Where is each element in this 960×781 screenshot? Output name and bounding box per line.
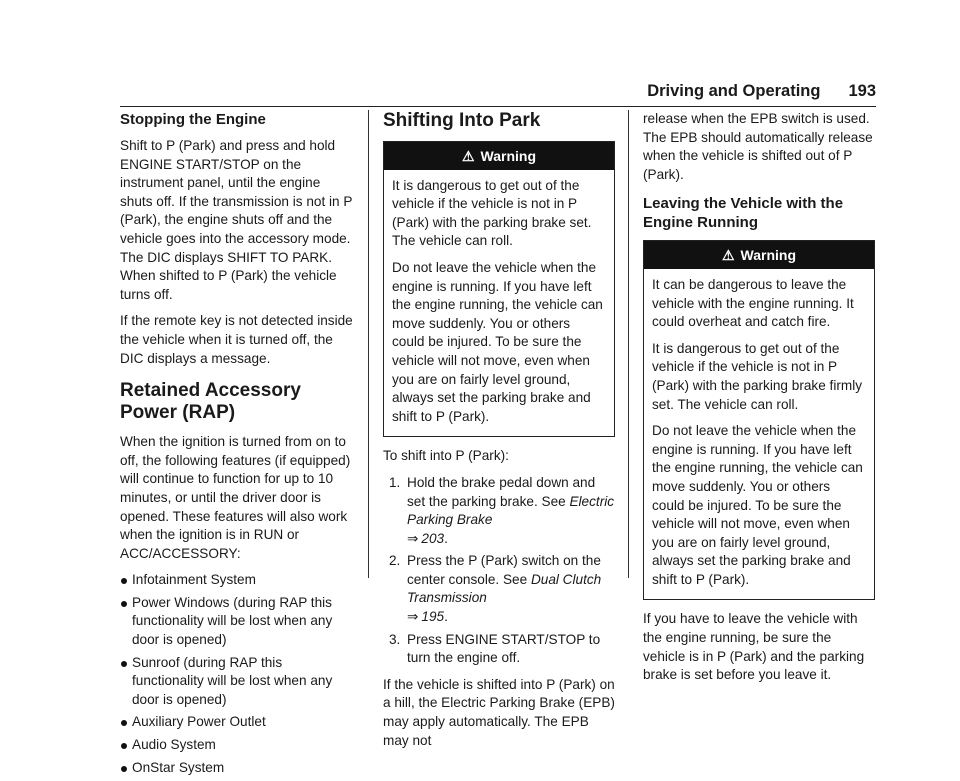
step-end: .: [444, 609, 448, 625]
warning-text: Do not leave the vehicle when the engine is running. If you have left the engine running, the vehicle can move suddenly. You or others could be injured. To be sure the vehicle will not move, even when you are on fairly level ground, always set the parking brake and shift to P (Park).: [392, 259, 603, 424]
heading-leaving-vehicle: Leaving the Vehicle with the Engine Running: [643, 195, 844, 232]
warning-triangle-icon: ⚠: [461, 148, 475, 164]
list-item: [383, 631, 615, 668]
step-number: 2.: [389, 553, 401, 569]
warning-header: [644, 241, 874, 269]
heading-stopping-engine: Stopping the Engine: [120, 111, 266, 128]
paragraph: To shift into P (Park):: [383, 448, 509, 464]
paragraph: If you have to leave the vehicle with the engine running, be sure the vehicle is in P (Park) and the parking brake is set before you leave it.: [643, 611, 865, 683]
heading-shifting-into-park: Shifting Into Park: [383, 110, 541, 131]
step-text: Hold the brake pedal down and set the parking brake. See: [407, 474, 596, 509]
step-text: Press the P (Park) switch on the center console. See: [407, 553, 601, 587]
paragraph: When the ignition is turned from on to off, the following features (if equipped) will continue to function for up to 10 minutes, or until the driver door is opened. These features will also work when the ignition is in RUN or ACC/ACCESSORY:: [120, 434, 351, 561]
page-number: 193: [848, 82, 876, 100]
paragraph: If the vehicle is shifted into P (Park) on a hill, the Electric Parking Brake (EPB) may apply automatically. The EPB may not: [383, 676, 615, 748]
warning-title: Warning: [740, 247, 797, 264]
page-ref-icon: ⇒: [407, 609, 419, 625]
warning-title: Warning: [480, 148, 537, 164]
step-number: 1.: [389, 474, 401, 490]
warning-text: It is dangerous to get out of the vehicle if the vehicle is not in P (Park) with the parking brake set. The vehicle can roll.: [392, 177, 592, 249]
warning-triangle-icon: ⚠: [721, 247, 735, 264]
list-item: [383, 474, 615, 548]
paragraph: If the remote key is not detected inside the vehicle when it is turned off, the DIC displays a message.: [120, 313, 353, 366]
list-item: Power Windows (during RAP this functionality will be lost when any door is opened): [120, 594, 356, 650]
page-ref-icon: ⇒: [407, 530, 419, 546]
list-item: Infotainment System: [120, 571, 356, 590]
list-item: [383, 552, 615, 626]
step-number: 3.: [389, 631, 401, 647]
warning-text: Do not leave the vehicle when the engine is running. If you have left the engine running, the vehicle can move suddenly. You or others could be injured. To be sure the vehicle will not move, even when you are on fairly level ground, always set the parking brake and shift to P (Park).: [652, 423, 863, 587]
paragraph: release when the EPB switch is used. The EPB should automatically release when the vehicle is shifted out of P (Park).: [643, 111, 873, 182]
warning-body: [644, 269, 874, 600]
page-reference[interactable]: 203: [421, 530, 445, 546]
warning-text: It can be dangerous to leave the vehicle with the engine running. It could overheat and catch fire.: [652, 276, 854, 330]
column-divider: [628, 110, 629, 578]
warning-text: It is dangerous to get out of the vehicle if the vehicle is not in P (Park) with the parking brake firmly set. The vehicle can roll.: [652, 340, 863, 412]
feature-list: [120, 571, 356, 777]
list-item: Auxiliary Power Outlet: [120, 713, 356, 732]
heading-rap: Retained Accessory Power (RAP): [120, 380, 301, 424]
cross-reference-link[interactable]: Electric Parking Brake: [407, 493, 615, 528]
page-reference[interactable]: 195: [421, 609, 445, 625]
warning-body: [384, 170, 614, 437]
warning-box: [383, 141, 615, 437]
header-rule: [120, 106, 876, 107]
steps-list: [383, 474, 615, 668]
column-3: [643, 110, 875, 693]
column-1: [120, 110, 356, 781]
running-header: [647, 82, 876, 101]
step-end: .: [444, 530, 448, 546]
list-item: OnStar System: [120, 759, 356, 778]
cross-reference-link[interactable]: Dual Clutch Transmission: [407, 571, 602, 606]
list-item: Sunroof (during RAP this functionality will be lost when any door is opened): [120, 654, 356, 710]
warning-box: [643, 240, 875, 600]
warning-header: [384, 142, 614, 170]
section-title: Driving and Operating: [647, 82, 821, 100]
paragraph: Shift to P (Park) and press and hold ENGINE START/STOP on the instrument panel, until the engine shuts off. If the transmission is not in P (Park), the engine shuts off and the vehicle goes into the accessory mode. The DIC displays SHIFT TO PARK. When shifted to P (Park) the vehicle turns off.: [120, 138, 353, 302]
column-divider: [368, 110, 369, 578]
list-item: Audio System: [120, 736, 356, 755]
column-2: [383, 110, 615, 758]
step-text: Press ENGINE START/STOP to turn the engine off.: [407, 631, 601, 666]
